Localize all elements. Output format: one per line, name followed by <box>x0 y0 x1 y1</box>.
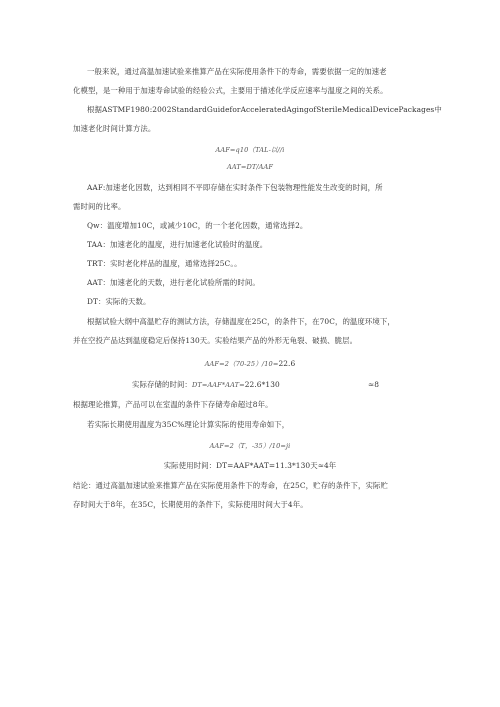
equation-storage-approx: ≈8 <box>368 380 380 389</box>
definition-aat: AAT：加速老化的天数，进行老化试验所需的时间。 <box>87 278 260 287</box>
paragraph-conclusion-line-1: 结论：通过高温加速试验来推算产品在实际使用条件下的寿命，在25C，贮存的条件下，实际贮 <box>73 481 388 490</box>
equation-usage-aaf: AAF=2（T，-35）/10=ji <box>209 442 291 450</box>
definition-taa: TAA：加速老化的温度，进行加速老化试验时的温度。 <box>87 240 268 249</box>
paragraph-theory-result: 根据理论推算，产品可以在室温的条件下存储寿命超过8年。 <box>73 400 273 409</box>
equation-storage-label: 实际存储的时间： <box>132 380 192 389</box>
definition-dt: DT：实际的天数。 <box>87 297 151 306</box>
paragraph-intro-line-1: 一般来说，通过高温加速试验来推算产品在实际使用条件下的寿命，需要依据一定的加速老 <box>87 67 387 76</box>
paragraph-usage-intro: 若实际长期使用温度为35C%理论计算实际的使用寿命如下， <box>87 420 290 429</box>
equation-storage-time <box>132 380 280 390</box>
paragraph-test-line-2: 并在空投产品达到温度稳定后保持130天。实验结果产品的外形无龟裂、破损、脆层。 <box>73 336 358 345</box>
paragraph-test-line-1: 根据试验大纲中高温贮存的测试方法，存储温度在25C，的条件下，在70C，的温度环境下， <box>87 317 395 326</box>
definition-q10: Qw：温度增加10C，或减少10C，的一个老化因数，通常选择2。 <box>87 221 308 230</box>
definition-aaf-line-1: AAF:加速老化因数，达到相同不平即存储在实时条件下包装物理性能发生改变的时间，所 <box>87 183 383 192</box>
paragraph-intro-line-2: 化模型，是一种用于加速寿命试验的经验公式，主要用于描述化学反应速率与温度之间的关系。 <box>73 86 388 95</box>
equation-aaf-result: 22.6 <box>278 359 296 368</box>
equation-storage-formula: DT=AAF*AAT= <box>191 381 245 389</box>
definition-trt: TRT：实时老化样品的温度，通常选择25C。。 <box>87 259 242 268</box>
definition-aaf-line-2: 需时间的比率。 <box>73 202 126 211</box>
formula-aat: AAT=DT/AAF <box>226 163 274 171</box>
paragraph-standard-line-2: 加速老化时间计算方法。 <box>73 124 156 133</box>
equation-usage-time: 实际使用时间：DT=AAF*AAT=11.3*130天≈4年 <box>163 461 337 470</box>
paragraph-standard-line-1: 根据ASTMF1980:2002StandardGuideforAcceleratedAgingofSterileMedicalDevicePackages中 <box>87 105 442 114</box>
equation-aaf-formula: AAF=2（70-25）/10= <box>204 360 279 368</box>
formula-aaf: AAF=q10（TAL-以//i <box>215 146 285 154</box>
equation-storage-value: 22.6*130 <box>244 380 280 389</box>
paragraph-conclusion-line-2: 存时间大于8年，在35C，长期使用的条件下，实际使用时间大于4年。 <box>73 500 308 509</box>
equation-aaf-value <box>0 359 500 369</box>
